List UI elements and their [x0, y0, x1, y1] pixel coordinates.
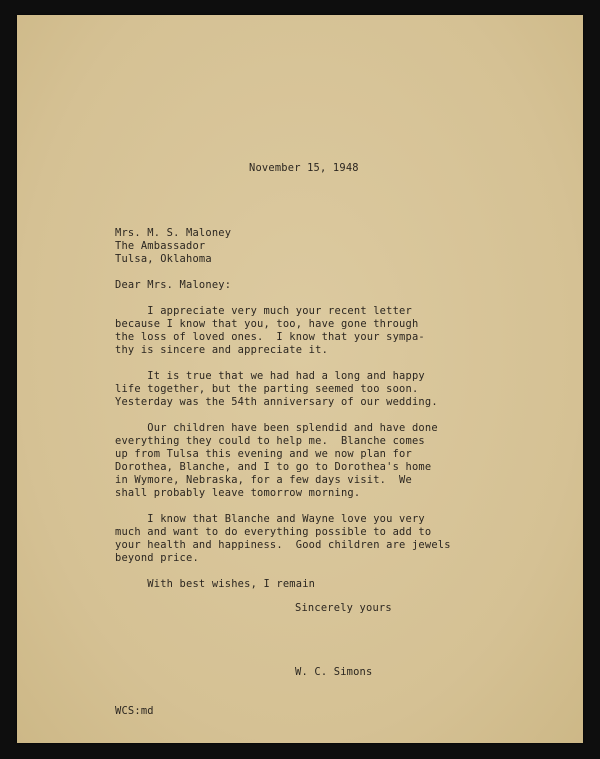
salutation: Dear Mrs. Maloney: [115, 279, 232, 291]
paragraph-3-line-5: in Wymore, Nebraska, for a few days visit. We [115, 474, 412, 486]
paragraph-1-line-2: because I know that you, too, have gone through [115, 318, 419, 330]
paragraph-1-line-3: the loss of loved ones. I know that your sympa- [115, 331, 425, 343]
recipient-name: Mrs. M. S. Maloney [115, 227, 232, 239]
paragraph-4-line-4: beyond price. [115, 552, 199, 564]
recipient-line-3: Tulsa, Oklahoma [115, 253, 212, 265]
paragraph-4-line-3: your health and happiness. Good children are jewels [115, 539, 451, 551]
letter-text [17, 15, 583, 743]
typist-initials: WCS:md [115, 705, 154, 717]
signer-name: W. C. Simons [295, 666, 373, 678]
paragraph-3-line-6: shall probably leave tomorrow morning. [115, 487, 361, 499]
paragraph-5-line-1: With best wishes, I remain [115, 578, 316, 590]
paragraph-3-line-1: Our children have been splendid and have done [115, 422, 438, 434]
paragraph-3-line-3: up from Tulsa this evening and we now plan for [115, 448, 412, 460]
letter-date: November 15, 1948 [249, 162, 359, 174]
paragraph-2-line-1: It is true that we had had a long and happy [115, 370, 425, 382]
letter-page [17, 15, 583, 743]
paragraph-3-line-4: Dorothea, Blanche, and I to go to Dorothea's home [115, 461, 432, 473]
paragraph-1-line-4: thy is sincere and appreciate it. [115, 344, 329, 356]
paragraph-2-line-3: Yesterday was the 54th anniversary of our wedding. [115, 396, 438, 408]
recipient-line-2: The Ambassador [115, 240, 206, 252]
closing: Sincerely yours [295, 602, 392, 614]
paragraph-4-line-2: much and want to do everything possible to add to [115, 526, 432, 538]
paragraph-1-line-1: I appreciate very much your recent letter [115, 305, 412, 317]
paragraph-4-line-1: I know that Blanche and Wayne love you very [115, 513, 425, 525]
paragraph-2-line-2: life together, but the parting seemed too soon. [115, 383, 419, 395]
paragraph-3-line-2: everything they could to help me. Blanche comes [115, 435, 425, 447]
